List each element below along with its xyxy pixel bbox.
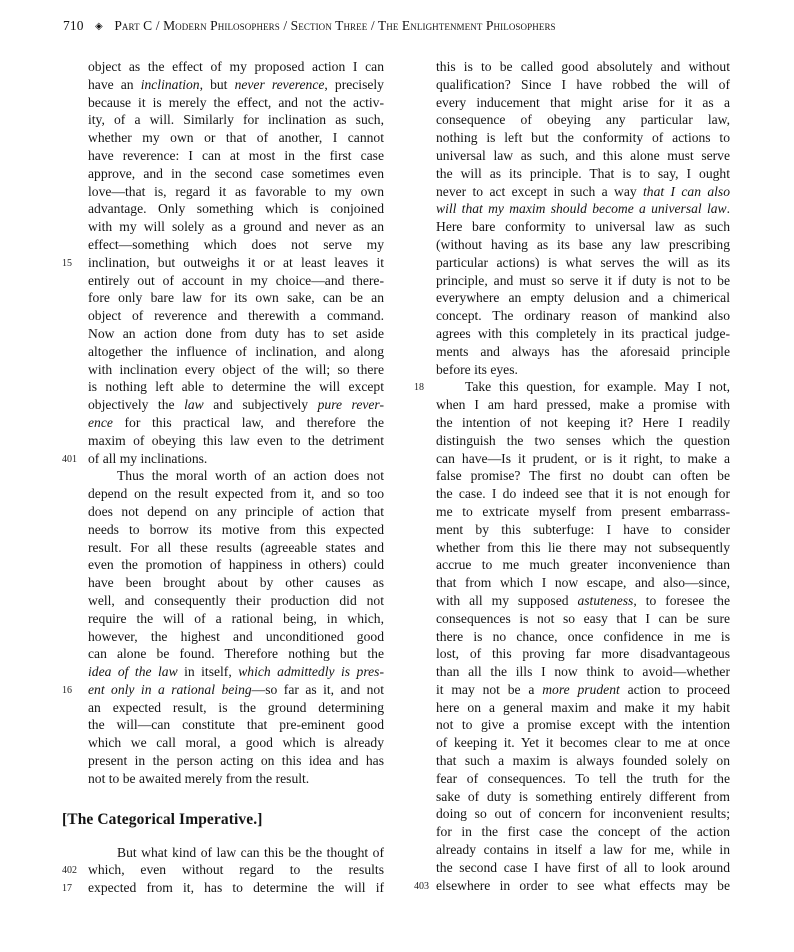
- text-line: an expected result, is the ground determining: [88, 699, 384, 715]
- paragraph: [62, 844, 384, 897]
- section-heading: [The Categorical Imperative.]: [62, 810, 263, 828]
- text-line: have an inclination, but never reverence, precisely: [88, 76, 384, 92]
- text-line: before its eyes.: [436, 361, 518, 377]
- text-line: with inclination every object of the will; so there: [88, 361, 384, 377]
- line-marker: 18: [414, 382, 424, 394]
- text-line: can alone be found. Therefore nothing but the: [88, 646, 384, 662]
- text-line: ment by this subterfuge: I have to consider: [436, 521, 730, 537]
- text-line: well, and consequently their production did not: [88, 592, 384, 608]
- text-line: But what kind of law can this be the thought of: [117, 844, 384, 860]
- text-line: does not depend on any principle of action that: [88, 503, 384, 519]
- text-line: doing so out of concern for inconvenient results;: [436, 806, 730, 822]
- text-line: altogether the influence of inclination, and along: [88, 343, 384, 359]
- text-line: with all my supposed astuteness, to foresee the: [436, 592, 730, 608]
- text-line: fear of consequences. To tell the truth for the: [436, 770, 730, 786]
- text-line: the will—can constitute that pre-eminent good: [88, 717, 384, 733]
- text-line: can have—Is it prudent, or is it right, to make a: [436, 450, 730, 466]
- line-marker: 15: [62, 257, 72, 269]
- line-marker: 402: [62, 865, 77, 877]
- text-line: elsewhere in order to see what effects may be 403: [436, 877, 730, 895]
- text-line: consequence of obeying any particular law,: [436, 112, 730, 128]
- text-line: concept. The ordinary reason of mankind also: [436, 308, 730, 324]
- text-line: Thus the moral worth of an action does not: [117, 468, 384, 484]
- text-line: every inducement that might arise for it as a: [436, 94, 730, 110]
- text-line: fore only bare law for its own sake, can be an: [88, 290, 384, 306]
- text-line: distinguish the two senses which the question: [436, 432, 730, 448]
- text-line: object as the effect of my proposed action I can: [88, 59, 384, 74]
- text-line: approve, and in the second case sometimes even: [88, 165, 384, 181]
- text-line: whether my own or that of another, I cannot: [88, 130, 384, 146]
- text-line: sake of duty is something entirely different from: [436, 788, 730, 804]
- text-line: which we call moral, a good which is already: [88, 735, 384, 751]
- text-line: it may not be a more prudent action to proceed: [436, 681, 730, 697]
- line-marker: 401: [62, 453, 77, 465]
- line-marker: 17: [62, 883, 72, 895]
- text-line: have reverence: I can at most in the first case: [88, 147, 384, 163]
- text-line: inclination, but outweighs it or at least leaves it 15: [88, 254, 384, 272]
- text-line: entirely out of account in my choice—and there-: [88, 272, 384, 288]
- text-line: love—that is, regard it as favorable to my own: [88, 183, 384, 199]
- text-line: Here bare conformity to universal law as such: [436, 219, 730, 235]
- text-line: the will as its principle. That is to say, I ought: [436, 165, 730, 181]
- paragraph: [62, 467, 384, 787]
- text-line: ity, of a will. Similarly for inclination as such,: [88, 112, 384, 128]
- text-line: Now an action done from duty has to set aside: [88, 325, 384, 341]
- text-line: even the promotion of happiness in others) could: [88, 557, 384, 573]
- text-line: which, even without regard to the results 402: [88, 861, 384, 879]
- right-column: [414, 58, 730, 894]
- paragraph: [414, 378, 730, 894]
- text-line: because it is merely the effect, and not the activ-: [88, 94, 384, 110]
- text-line: not to give a promise except with the intention: [436, 717, 730, 733]
- left-column: [62, 58, 384, 897]
- line-marker: 403: [414, 880, 429, 892]
- paragraph: [436, 58, 730, 378]
- page-number: 710: [63, 18, 84, 33]
- line-marker: 16: [62, 684, 72, 696]
- text-line: here on a general maxim and make it my habit: [436, 699, 730, 715]
- text-line: this is to be called good absolutely and without: [436, 59, 730, 74]
- text-line: ent only in a rational being—so far as it, and not 16: [88, 681, 384, 699]
- text-line: effect—something which does not serve my: [88, 236, 384, 252]
- text-line: advantage. Only something which is conjoined: [88, 201, 384, 217]
- text-line: false promise? The first no doubt can often be: [436, 468, 730, 484]
- text-line: than all the ills I now think to avoid—whether: [436, 664, 730, 680]
- text-line: that such a maxim is always founded solely on: [436, 753, 730, 769]
- text-line: not to be awaited merely from the result.: [88, 770, 310, 786]
- text-line: accrue to me much greater inconvenience than: [436, 557, 730, 573]
- text-line: objectively the law and subjectively pure rever-: [88, 397, 384, 413]
- ornament-icon: ◈: [95, 21, 103, 32]
- text-line: consequences is not so easy that I can be sure: [436, 610, 730, 626]
- text-line: is nothing left able to determine the will except: [88, 379, 384, 395]
- text-line: of all my inclinations. 401: [88, 450, 384, 468]
- text-line: everywhere an empty delusion and a chimerical: [436, 290, 730, 306]
- text-line: of keeping it. Yet it becomes clear to me at once: [436, 735, 730, 751]
- text-line: lost, of this proving far more disadvantageous: [436, 646, 730, 662]
- text-line: the second case I have first of all to look around: [436, 859, 730, 875]
- text-line: Take this question, for example. May I not, 18: [436, 378, 730, 396]
- text-line: universal law as such, and this alone must serve: [436, 147, 730, 163]
- text-line: idea of the law in itself, which admittedly is pres-: [88, 664, 384, 680]
- text-line: with my will solely as a ground and never as an: [88, 219, 384, 235]
- text-line: have been brought about by other causes as: [88, 575, 384, 591]
- text-line: require the will of a rational being, in which,: [88, 610, 384, 626]
- running-header: [63, 16, 763, 37]
- text-line: when I am hard pressed, make a promise with: [436, 397, 730, 413]
- text-line: object of reverence and therewith a command.: [88, 308, 384, 324]
- text-line: that from which I now escape, and also—since,: [436, 575, 730, 591]
- text-line: depend on the result expected from it, and so too: [88, 486, 384, 502]
- text-line: result. For all these results (agreeable states and: [88, 539, 384, 555]
- text-line: will that my maxim should become a universal law.: [436, 201, 730, 217]
- running-title: Part C / Modern Philosophers / Section Three / The Enlightenment Philosophers: [114, 18, 556, 33]
- text-line: agrees with this completely in its practical judge-: [436, 325, 730, 341]
- text-line: whether from this lie there may not subsequently: [436, 539, 730, 555]
- text-line: maxim of obeying this law even to the detriment: [88, 432, 384, 448]
- text-line: there is no chance, once confidence in me is: [436, 628, 730, 644]
- text-line: present in the person acting on this idea and has: [88, 753, 384, 769]
- text-line: ments and always has the aforesaid principle: [436, 343, 730, 359]
- paragraph: [62, 58, 384, 467]
- text-line: (without having as its base any law prescribing: [436, 236, 730, 252]
- text-line: needs to borrow its motive from this expected: [88, 521, 384, 537]
- text-line: the intention of not keeping it? Here I readily: [436, 414, 730, 430]
- text-line: never to act except in such a way that I can also: [436, 183, 730, 199]
- text-line: the case. I do indeed see that it is not enough for: [436, 486, 730, 502]
- text-line: nothing is left but the conformity of actions to: [436, 130, 730, 146]
- text-line: ence for this practical law, and therefore the: [88, 414, 384, 430]
- text-line: me to extricate myself from present embarrass-: [436, 503, 730, 519]
- text-line: for in the first case the concept of the action: [436, 824, 730, 840]
- text-line: however, the highest and unconditioned good: [88, 628, 384, 644]
- text-line: qualification? Since I have robbed the will of: [436, 76, 730, 92]
- text-line: already contains in itself a law for me, while in: [436, 842, 730, 858]
- text-line: principle, and must so serve it if duty is not to be: [436, 272, 730, 288]
- text-line: particular actions) is what serves the will as its: [436, 254, 730, 270]
- text-line: expected from it, has to determine the will if 17: [88, 879, 384, 897]
